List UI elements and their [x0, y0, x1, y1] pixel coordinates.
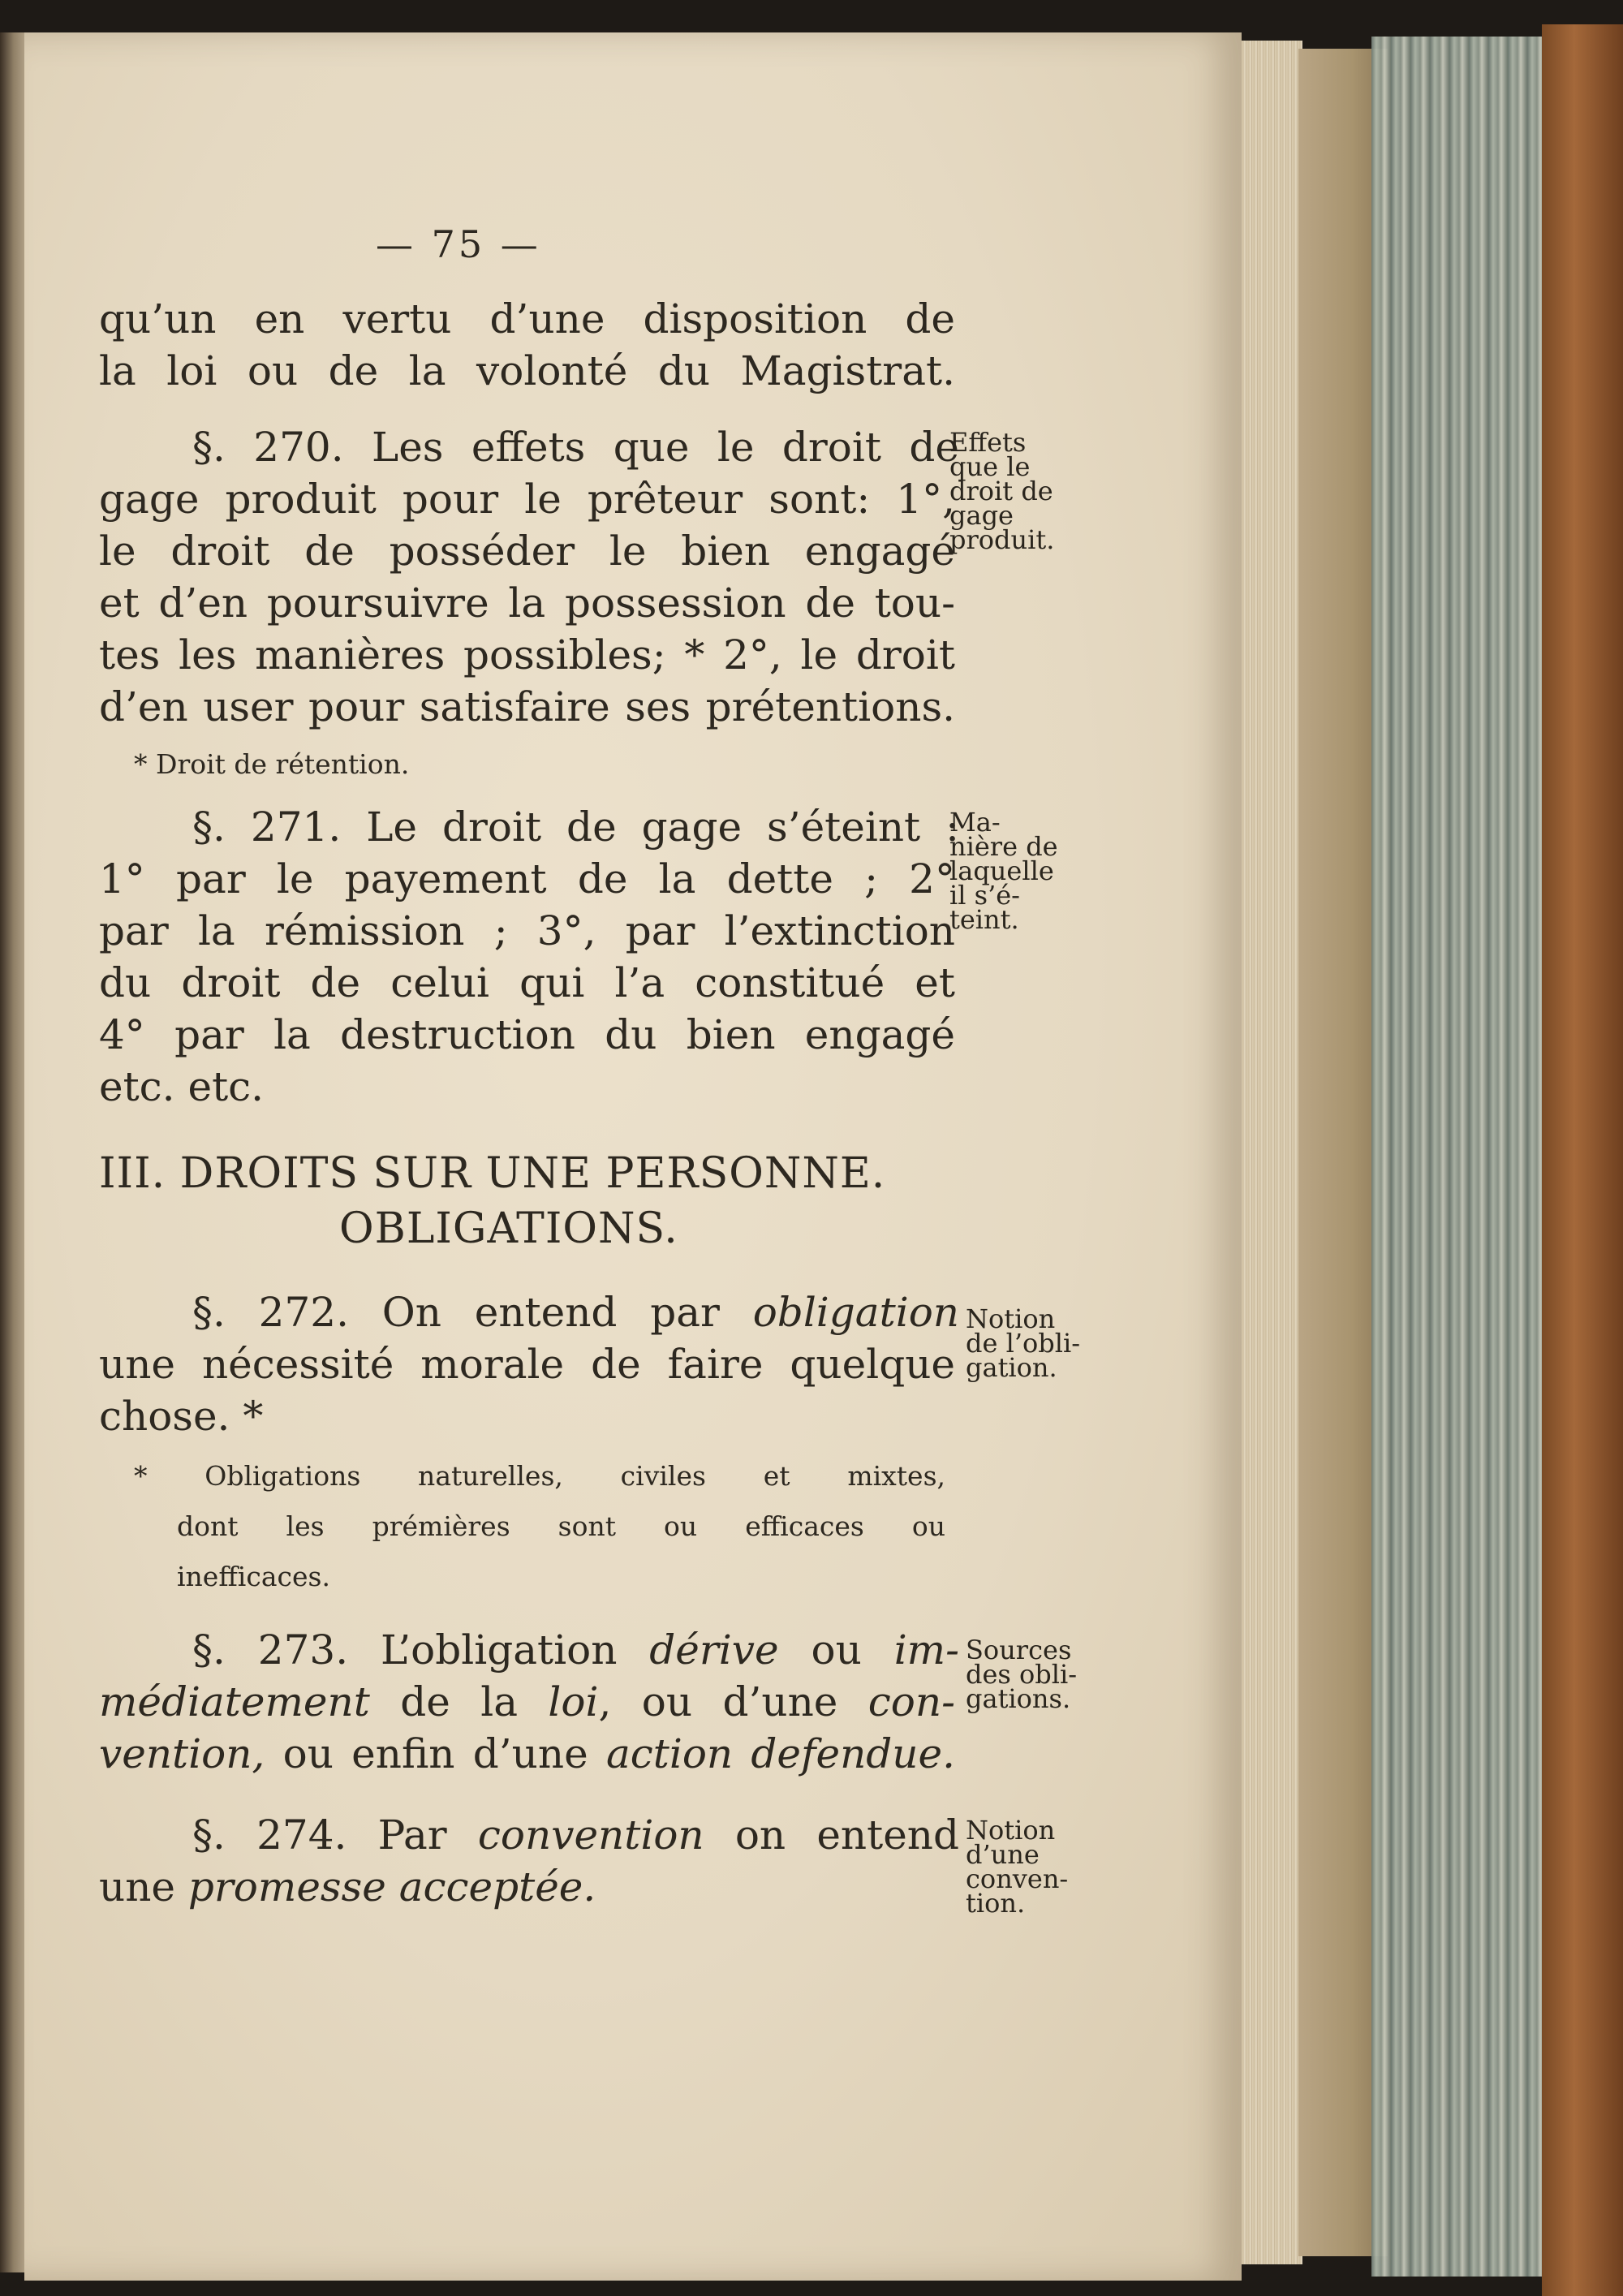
- margin-line: teint.: [949, 904, 1019, 935]
- para-272-line: [192, 1289, 959, 1336]
- margin-note-274: [966, 1815, 1069, 1919]
- para-270-line: et d’en poursuivre la possession de tou-: [99, 579, 955, 627]
- margin-line: nière de: [949, 831, 1058, 862]
- margin-line: droit de: [949, 476, 1053, 506]
- text-span: de la: [369, 1678, 549, 1725]
- margin-note-271: [949, 807, 1058, 935]
- margin-line: Notion: [966, 1815, 1056, 1846]
- text-span: on entend: [704, 1811, 959, 1859]
- margin-line: tion.: [966, 1888, 1026, 1919]
- margin-line: Ma-: [949, 807, 1001, 838]
- para-273-line: [99, 1678, 955, 1725]
- para-271-line: §. 271. Le droit de gage s’éteint :: [192, 803, 959, 851]
- italic-term: obligation: [752, 1289, 959, 1336]
- italic-term: médiatement: [99, 1678, 370, 1725]
- body-line: qu’un en vertu d’une disposition de: [99, 295, 955, 342]
- para-270-line: le droit de posséder le bien engagé: [99, 528, 955, 575]
- margin-line: il s’é-: [949, 880, 1020, 911]
- margin-line: Sources: [966, 1635, 1072, 1665]
- para-271-line: 1° par le payement de la dette ; 2°: [99, 855, 955, 902]
- text-span: §. 273. L’obligation: [192, 1626, 650, 1674]
- footnote-270: * Droit de rétention.: [134, 748, 410, 780]
- para-272-line: une nécessité morale de faire quelque: [99, 1341, 955, 1388]
- margin-line: des obli-: [966, 1659, 1078, 1690]
- margin-line: produit.: [949, 524, 1055, 555]
- para-274-line: [192, 1811, 959, 1859]
- para-271-line: du droit de celui qui l’a constitué et: [99, 959, 955, 1006]
- para-273-line: [192, 1626, 959, 1674]
- page-number: — 75 —: [376, 222, 541, 266]
- fore-edge: [1371, 37, 1558, 2277]
- italic-term: promesse acceptée.: [187, 1863, 596, 1910]
- margin-line: gation.: [966, 1352, 1057, 1383]
- footnote-272: dont les prémières sont ou efficaces ou: [177, 1510, 945, 1542]
- para-270-line: gage produit pour le prêteur sont: 1°,: [99, 476, 955, 523]
- italic-term: im-: [893, 1626, 959, 1674]
- margin-line: laquelle: [949, 855, 1054, 886]
- italic-term: vention,: [99, 1730, 265, 1777]
- body-line: la loi ou de la volonté du Magistrat.: [99, 347, 955, 394]
- para-270-line: tes les manières possibles; * 2°, le droit: [99, 631, 955, 678]
- para-272-line: chose. *: [99, 1393, 264, 1440]
- section-subheading: OBLIGATIONS.: [339, 1204, 678, 1253]
- italic-term: con-: [867, 1678, 955, 1725]
- text-span: §. 272. On entend par: [192, 1289, 753, 1336]
- margin-line: Effets: [949, 427, 1027, 458]
- para-270-line: d’en user pour satisfaire ses prétentions.: [99, 683, 955, 730]
- footnote-272: inefficaces.: [177, 1561, 330, 1592]
- margin-line: de l’obli-: [966, 1328, 1081, 1359]
- italic-term: loi: [548, 1678, 599, 1725]
- margin-note-273: [966, 1635, 1078, 1714]
- italic-term: action defendue.: [605, 1730, 955, 1777]
- text-span: une: [99, 1863, 188, 1910]
- para-271-line: etc. etc.: [99, 1063, 265, 1110]
- margin-line: Notion: [966, 1303, 1056, 1334]
- italic-term: convention: [477, 1811, 704, 1859]
- text-span: ou: [778, 1626, 894, 1674]
- para-271-line: par la rémission ; 3°, par l’extinction: [99, 907, 955, 954]
- text-span: ou enfin d’une: [265, 1730, 606, 1777]
- margin-line: gations.: [966, 1683, 1071, 1714]
- margin-note-272: [966, 1303, 1081, 1383]
- para-273-line: [99, 1730, 955, 1777]
- margin-note-270: [949, 427, 1055, 555]
- para-270-line: §. 270. Les effets que le droit de: [192, 424, 959, 471]
- text-span: §. 274. Par: [192, 1811, 478, 1859]
- section-heading: III. DROITS SUR UNE PERSONNE.: [99, 1149, 886, 1198]
- margin-line: d’une: [966, 1839, 1040, 1870]
- margin-line: gage: [949, 500, 1014, 531]
- para-274-line: [99, 1863, 596, 1910]
- italic-term: dérive: [649, 1626, 779, 1674]
- margin-line: conven-: [966, 1863, 1069, 1894]
- leather-cover: [1542, 24, 1623, 2296]
- book-page: [24, 32, 1242, 2281]
- text-span: , ou d’une: [598, 1678, 868, 1725]
- para-271-line: 4° par la destruction du bien engagé: [99, 1011, 955, 1058]
- footnote-272: * Obligations naturelles, civiles et mixtes,: [134, 1460, 945, 1492]
- margin-line: que le: [949, 451, 1031, 482]
